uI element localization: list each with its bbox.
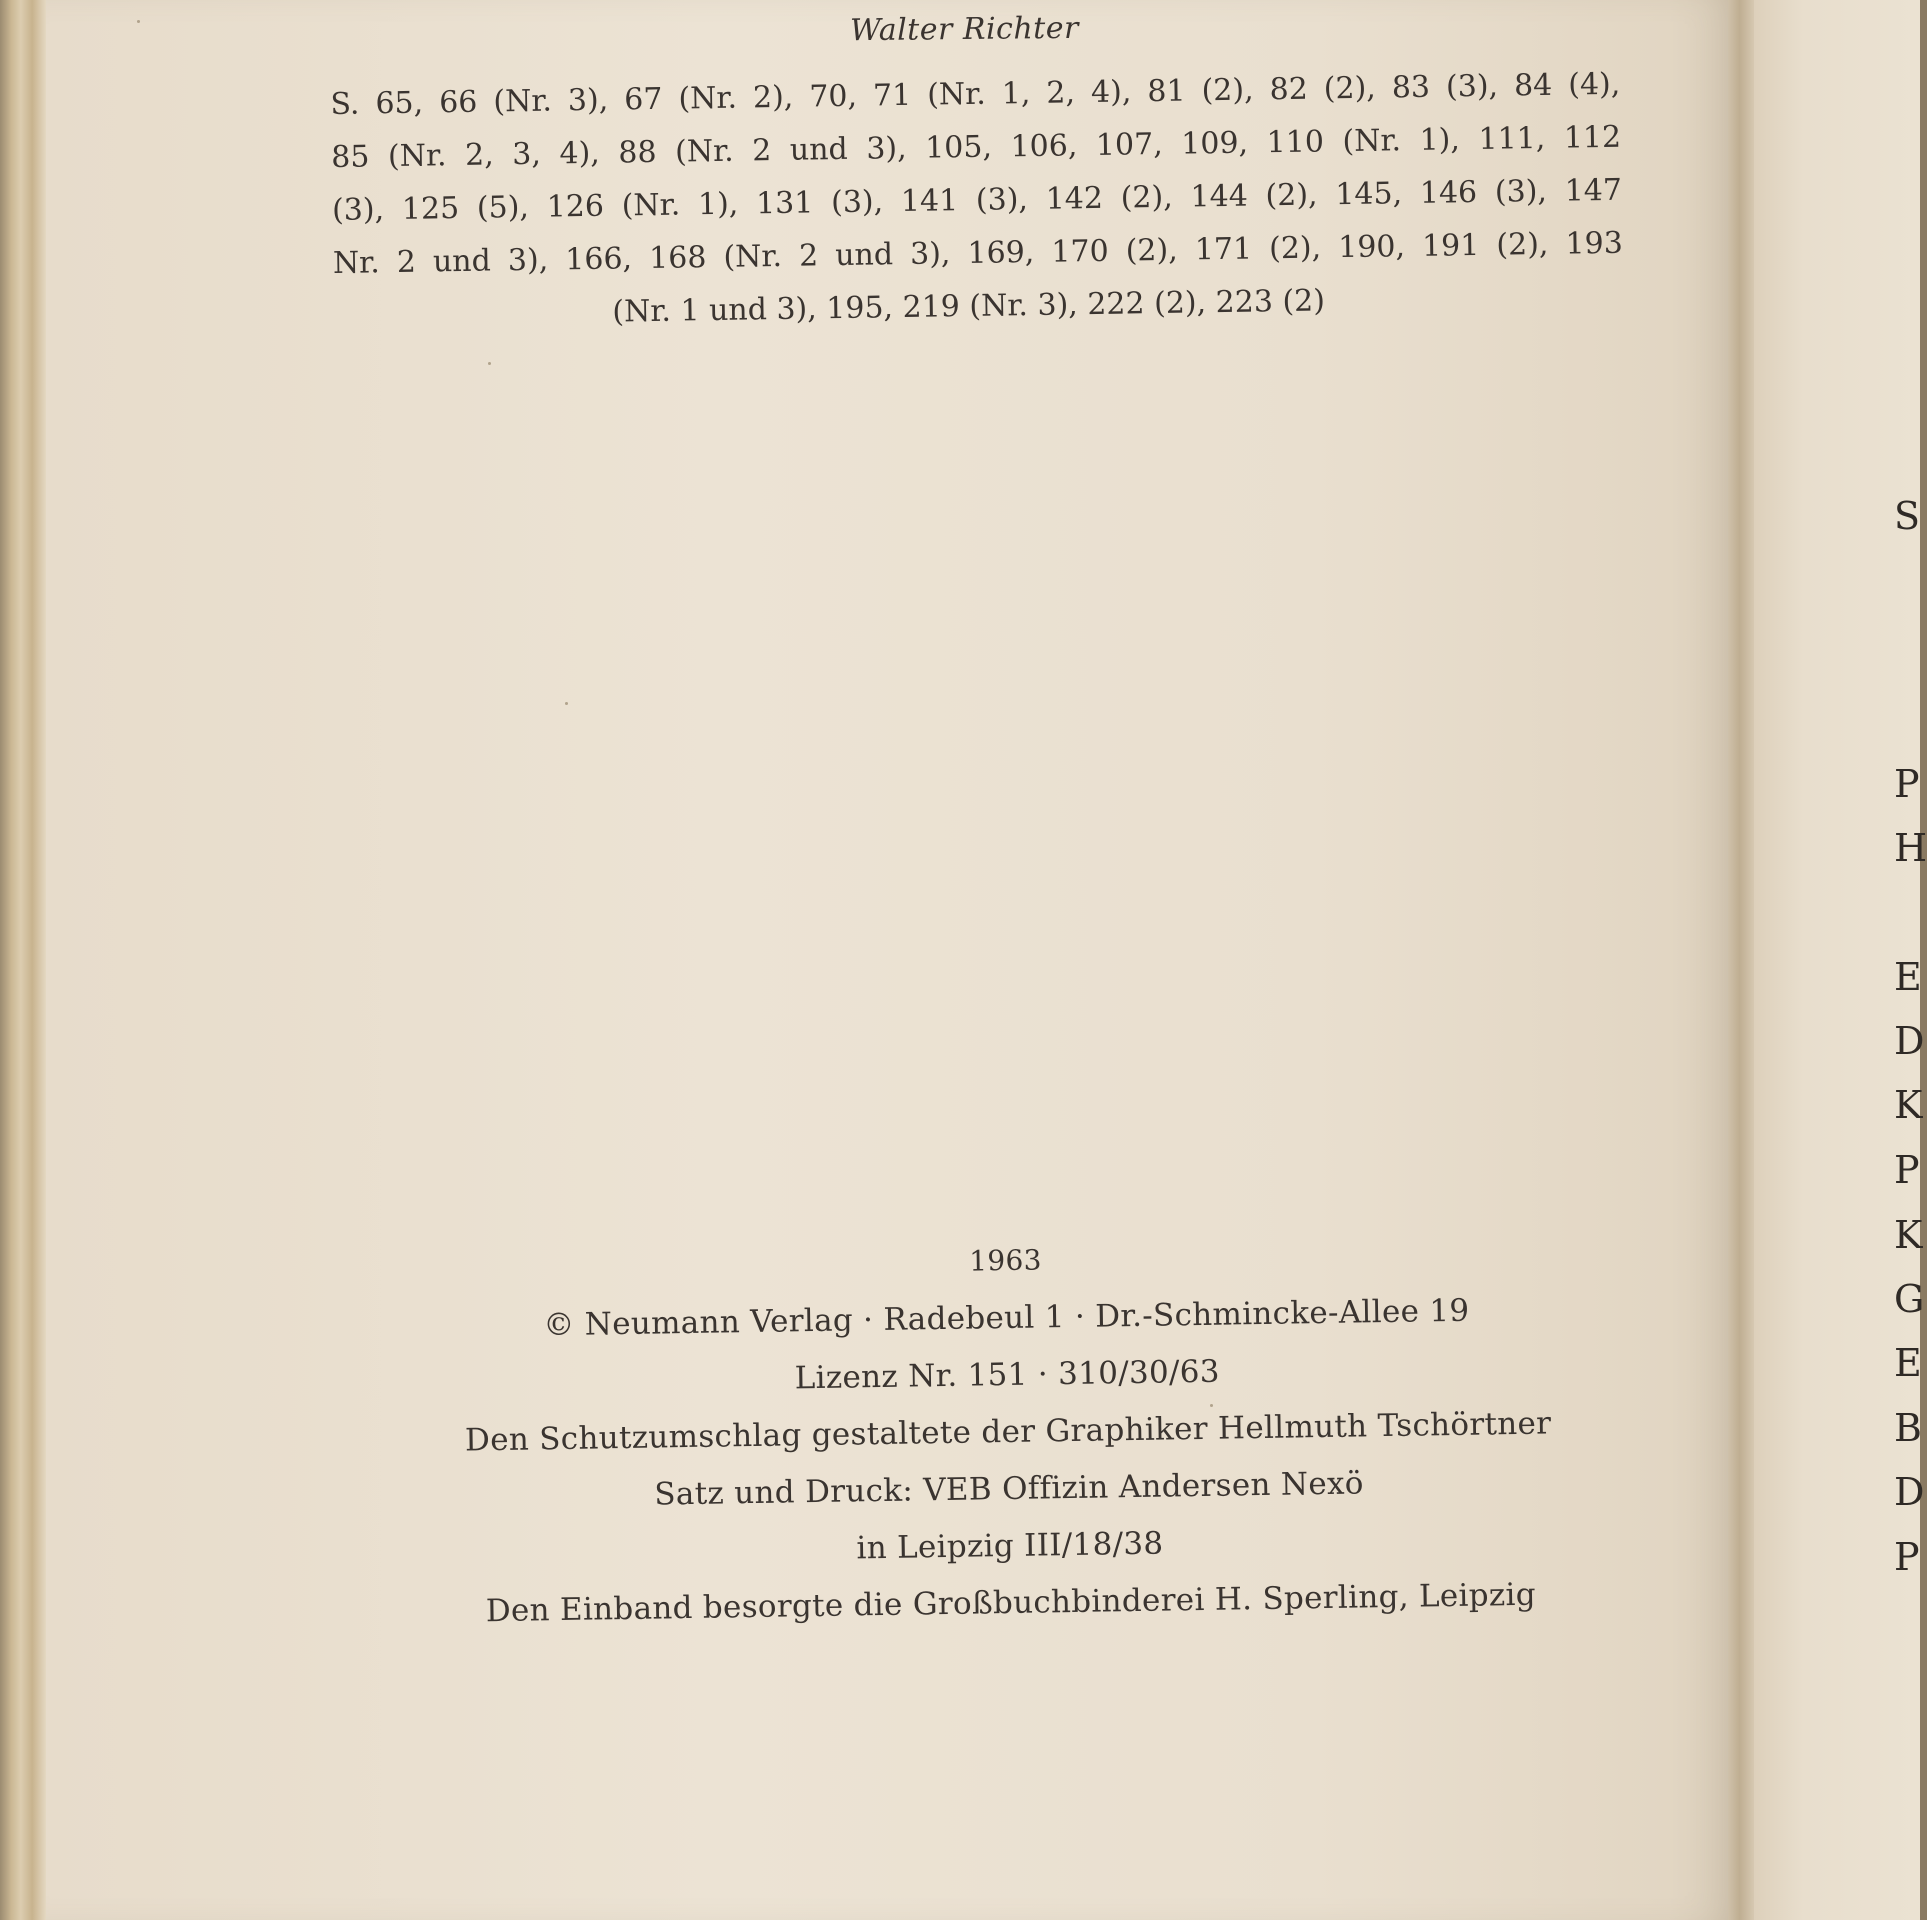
facing-page-letter: P (1894, 762, 1920, 806)
facing-page-letter: P (1894, 1535, 1920, 1579)
paper-speck (137, 20, 140, 23)
credit-line: 85 (Nr. 2, 3, 4), 88 (Nr. 2 und 3), 105, 106, 107, 109, 110 (Nr. 1), 111, 112 (330, 119, 1622, 175)
imprint-binding: Den Einband besorgte die Großbuchbinderei H. Sperling, Leipzig (485, 1576, 1537, 1630)
imprint-year: 1963 (968, 1243, 1042, 1278)
credit-line: Nr. 2 und 3), 166, 168 (Nr. 2 und 3), 169, 170 (2), 171 (2), 190, 191 (2), 193 (332, 225, 1624, 281)
facing-page-letter: K (1894, 1213, 1923, 1257)
imprint-license: Lizenz Nr. 151 · 310/30/63 (794, 1353, 1221, 1397)
facing-page-letter: D (1894, 1470, 1925, 1514)
credit-line: (Nr. 1 und 3), 195, 219 (Nr. 3), 222 (2), 223 (2) (612, 283, 1326, 330)
facing-page-letter: E (1894, 1341, 1922, 1385)
book-page-edges (0, 0, 46, 1920)
credit-line: S. 65, 66 (Nr. 3), 67 (Nr. 2), 70, 71 (Nr. 1, 2, 4), 81 (2), 82 (2), 83 (3), 84 (4), (330, 66, 1621, 122)
imprint-publisher: © Neumann Verlag · Radebeul 1 · Dr.-Schmincke-Allee 19 (543, 1292, 1470, 1344)
facing-page-letter: E (1894, 955, 1922, 999)
photo-credits (330, 58, 1624, 343)
imprint-block (430, 1223, 1586, 1641)
facing-page-letters (1894, 0, 1927, 1920)
facing-page-letter: P (1894, 1148, 1920, 1192)
paper-speck (488, 362, 491, 365)
credit-line: (3), 125 (5), 126 (Nr. 1), 131 (3), 141 (3), 142 (2), 144 (2), 145, 146 (3), 147 (331, 172, 1623, 228)
facing-page-letter: H (1894, 826, 1927, 870)
imprint-printing-place: in Leipzig III/18/38 (856, 1525, 1164, 1567)
imprint-cover-credit: Den Schutzumschlag gestaltete der Graphiker Hellmuth Tschörtner (464, 1405, 1552, 1459)
facing-page-letter: B (1894, 1406, 1922, 1450)
imprint-printing: Satz und Druck: VEB Offizin Andersen Nexö (654, 1465, 1364, 1513)
facing-page-letter: K (1894, 1083, 1923, 1127)
paper-speck (565, 702, 568, 705)
facing-page-letter: D (1894, 1019, 1925, 1063)
running-head: Walter Richter (849, 10, 1080, 49)
facing-page-letter: S (1894, 494, 1921, 538)
facing-page-letter: G (1894, 1277, 1925, 1321)
book-gutter (1728, 0, 1754, 1920)
